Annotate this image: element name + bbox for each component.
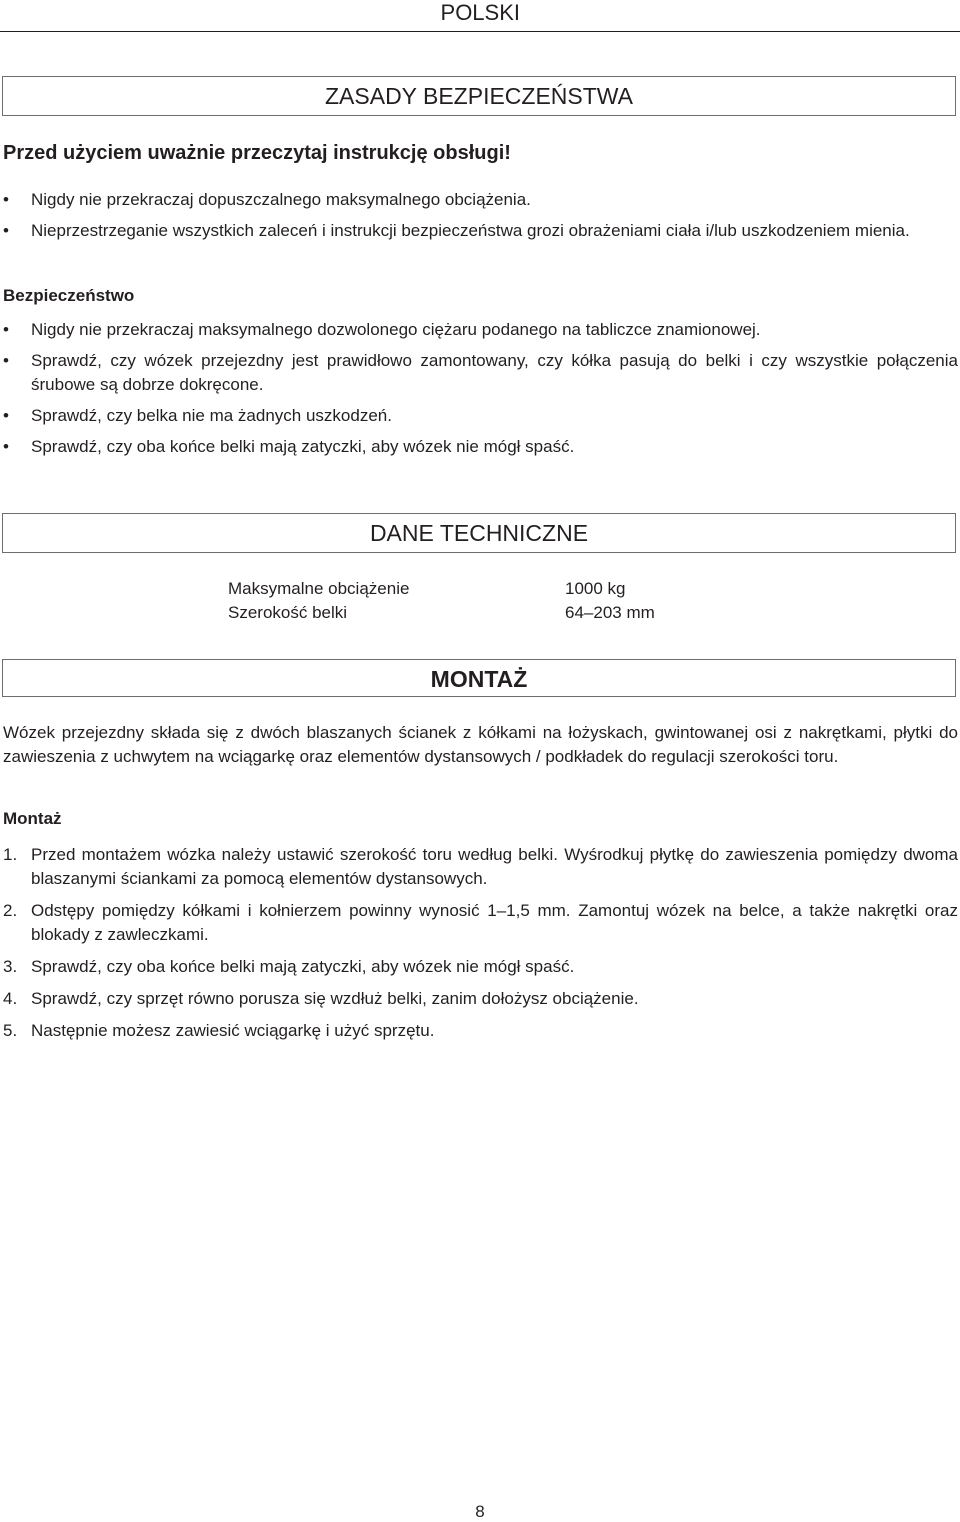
bullet-icon: •	[3, 190, 9, 209]
list-item: • Sprawdź, czy oba końce belki mają zatyczki, aby wózek nie mógł spaść.	[3, 435, 958, 459]
safety-subheading: Bezpieczeństwo	[3, 286, 135, 305]
step-item: 5. Następnie możesz zawiesić wciągarkę i użyć sprzętu.	[3, 1019, 958, 1043]
safety-heading-box	[2, 76, 956, 116]
bullet-icon: •	[3, 221, 9, 240]
tech-title: DANE TECHNICZNE	[369, 520, 589, 546]
spec-value-beam-width: 64–203 mm	[565, 603, 655, 622]
list-item: • Nigdy nie przekraczaj maksymalnego dozwolonego ciężaru podanego na tabliczce znamionowej.	[3, 318, 958, 342]
header-divider	[0, 31, 960, 32]
safety-warning: Przed użyciem uważnie przeczytaj instrukcję obsługi!	[3, 142, 511, 164]
safety-list	[3, 318, 958, 459]
step-item: 4. Sprawdź, czy sprzęt równo porusza się wzdłuż belki, zanim dołożysz obciążenie.	[3, 987, 958, 1011]
bullet-icon: •	[3, 320, 9, 339]
assembly-title: MONTAŻ	[430, 666, 528, 692]
spec-label-beam-width: Szerokość belki	[228, 603, 348, 622]
list-item: • Sprawdź, czy belka nie ma żadnych uszkodzeń.	[3, 404, 958, 428]
tech-heading-box	[2, 513, 956, 553]
assembly-intro: Wózek przejezdny składa się z dwóch blaszanych ścianek z kółkami na łożyskach, gwintowanej osi z nakrętkami, płytki do zawieszenia z uchwytem na wciągarkę oraz elementów dystansowych / podkładek do regulacji szerokości toru.	[3, 723, 958, 766]
step-number: 4.	[3, 989, 18, 1008]
language-label: POLSKI	[440, 0, 520, 25]
assembly-heading-box	[2, 659, 956, 697]
step-number: 1.	[3, 845, 18, 864]
step-item: 3. Sprawdź, czy oba końce belki mają zatyczki, aby wózek nie mógł spaść.	[3, 955, 958, 979]
list-item: • Sprawdź, czy wózek przejezdny jest prawidłowo zamontowany, czy kółka pasują do belki i czy wszystkie połączenia śrubowe są dobrze dokręcone.	[3, 351, 958, 394]
bullet-icon: •	[3, 351, 9, 370]
bullet-icon: •	[3, 406, 9, 425]
step-number: 3.	[3, 957, 18, 976]
step-number: 2.	[3, 901, 18, 920]
bullet-icon: •	[3, 437, 9, 456]
list-item: • Nieprzestrzeganie wszystkich zaleceń i instrukcji bezpieczeństwa grozi obrażeniami ciała i/lub uszkodzeniem mienia.	[3, 219, 958, 243]
step-item: 2. Odstępy pomiędzy kółkami i kołnierzem powinny wynosić 1–1,5 mm. Zamontuj wózek na belce, a także nakrętki oraz blokady z zawleczkami.	[3, 901, 958, 944]
page-header	[0, 0, 960, 26]
assembly-subheading: Montaż	[3, 809, 62, 828]
step-item: 1. Przed montażem wózka należy ustawić szerokość toru według belki. Wyśrodkuj płytkę do zawieszenia pomiędzy dwoma blaszanymi ściankami za pomocą elementów dystansowych.	[3, 845, 958, 888]
step-number: 5.	[3, 1021, 18, 1040]
safety-title: ZASADY BEZPIECZEŃSTWA	[325, 83, 633, 109]
assembly-steps	[3, 843, 958, 1043]
spec-value-max-load: 1000 kg	[565, 579, 626, 598]
list-item: • Nigdy nie przekraczaj dopuszczalnego maksymalnego obciążenia.	[3, 188, 958, 212]
page-number: 8	[475, 1502, 485, 1521]
spec-label-max-load: Maksymalne obciążenie	[228, 579, 410, 598]
general-safety-list	[3, 188, 958, 243]
